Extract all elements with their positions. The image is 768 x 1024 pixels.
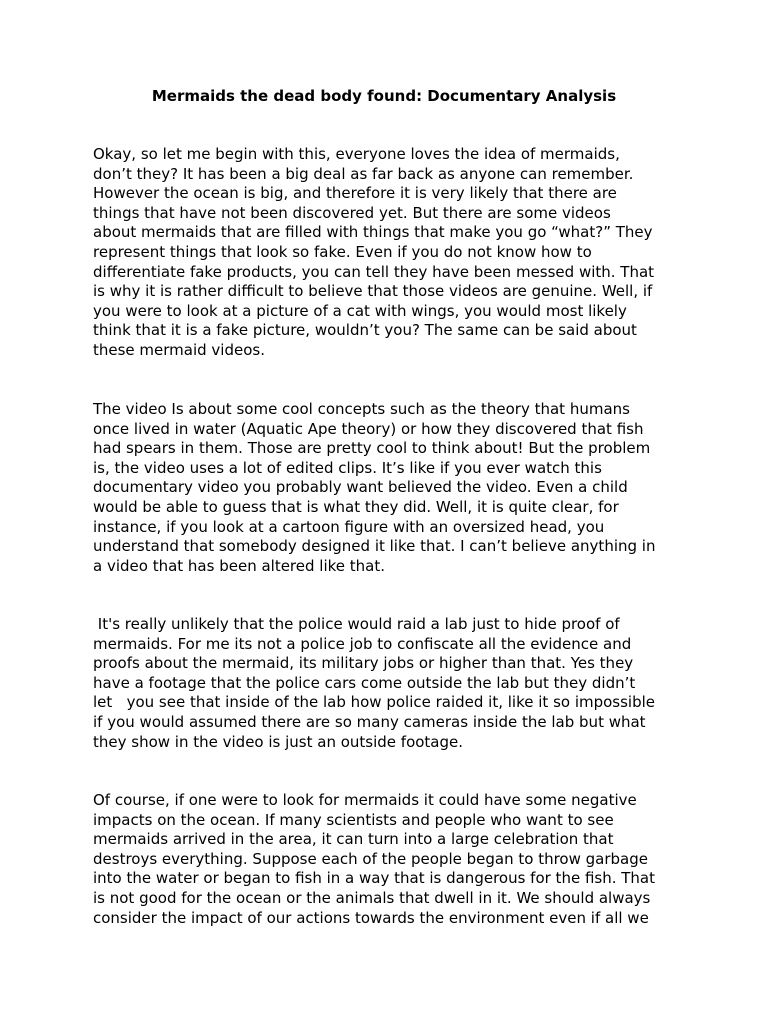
- paragraph-3: [93, 615, 693, 752]
- text-line: things that have not been discovered yet. But there are some videos: [93, 203, 611, 222]
- document-title: Mermaids the dead body found: Documentary Analysis: [151, 87, 617, 105]
- text-line: think that it is a fake picture, wouldn’t you? The same can be said about: [93, 321, 637, 340]
- text-line: mermaids. For me its not a police job to confiscate all the evidence and: [93, 634, 632, 653]
- text-line: proofs about the mermaid, its military jobs or higher than that. Yes they: [93, 654, 634, 673]
- text-line: a video that has been altered like that.: [93, 556, 386, 575]
- text-line: about mermaids that are filled with things that make you go “what?” They: [93, 223, 653, 242]
- text-line: have a footage that the police cars come outside the lab but they didn’t: [93, 673, 636, 692]
- text-line: impacts on the ocean. If many scientists and people who want to see: [93, 810, 614, 829]
- text-line: The video Is about some cool concepts such as the theory that humans: [93, 400, 630, 418]
- paragraph-1: [93, 145, 693, 361]
- text-line: documentary video you probably want believed the video. Even a child: [93, 478, 628, 497]
- text-line: represent things that look so fake. Even if you do not know how to: [93, 242, 592, 261]
- text-line: destroys everything. Suppose each of the people began to throw garbage: [93, 849, 648, 868]
- text-line: understand that somebody designed it like that. I can’t believe anything in: [93, 537, 656, 556]
- text-line: consider the impact of our actions towards the environment even if all we: [93, 908, 649, 927]
- text-line: had spears in them. Those are pretty cool to think about! But the problem: [93, 439, 651, 458]
- text-line: Of course, if one were to look for mermaids it could have some negative: [93, 791, 637, 809]
- text-line: differentiate fake products, you can tell they have been messed with. That: [93, 262, 655, 281]
- text-line: would be able to guess that is what they did. Well, it is quite clear, for: [93, 497, 619, 516]
- text-line: is not good for the ocean or the animals that dwell in it. We should always: [93, 888, 651, 907]
- text-line: you were to look at a picture of a cat with wings, you would most likely: [93, 301, 627, 320]
- text-line: It's really unlikely that the police would raid a lab just to hide proof of: [93, 615, 620, 633]
- paragraph-2: [93, 400, 693, 576]
- text-line: they show in the video is just an outside footage.: [93, 732, 464, 751]
- text-line: let you see that inside of the lab how police raided it, like it so impossible: [93, 693, 656, 712]
- text-line: is why it is rather difficult to believe that those videos are genuine. Well, if: [93, 282, 653, 301]
- text-line: once lived in water (Aquatic Ape theory) or how they discovered that fish: [93, 419, 644, 438]
- text-line: instance, if you look at a cartoon figure with an oversized head, you: [93, 517, 605, 536]
- text-line: However the ocean is big, and therefore it is very likely that there are: [93, 184, 617, 203]
- text-line: Okay, so let me begin with this, everyone loves the idea of mermaids,: [93, 145, 620, 163]
- text-line: mermaids arrived in the area, it can turn into a large celebration that: [93, 830, 614, 849]
- text-line: these mermaid videos.: [93, 340, 265, 359]
- text-line: don’t they? It has been a big deal as far back as anyone can remember.: [93, 164, 634, 183]
- paragraph-4: [93, 791, 693, 928]
- text-line: is, the video uses a lot of edited clips. It’s like if you ever watch this: [93, 458, 602, 477]
- text-line: into the water or began to fish in a way that is dangerous for the fish. That: [93, 869, 655, 888]
- text-line: if you would assumed there are so many cameras inside the lab but what: [93, 712, 646, 731]
